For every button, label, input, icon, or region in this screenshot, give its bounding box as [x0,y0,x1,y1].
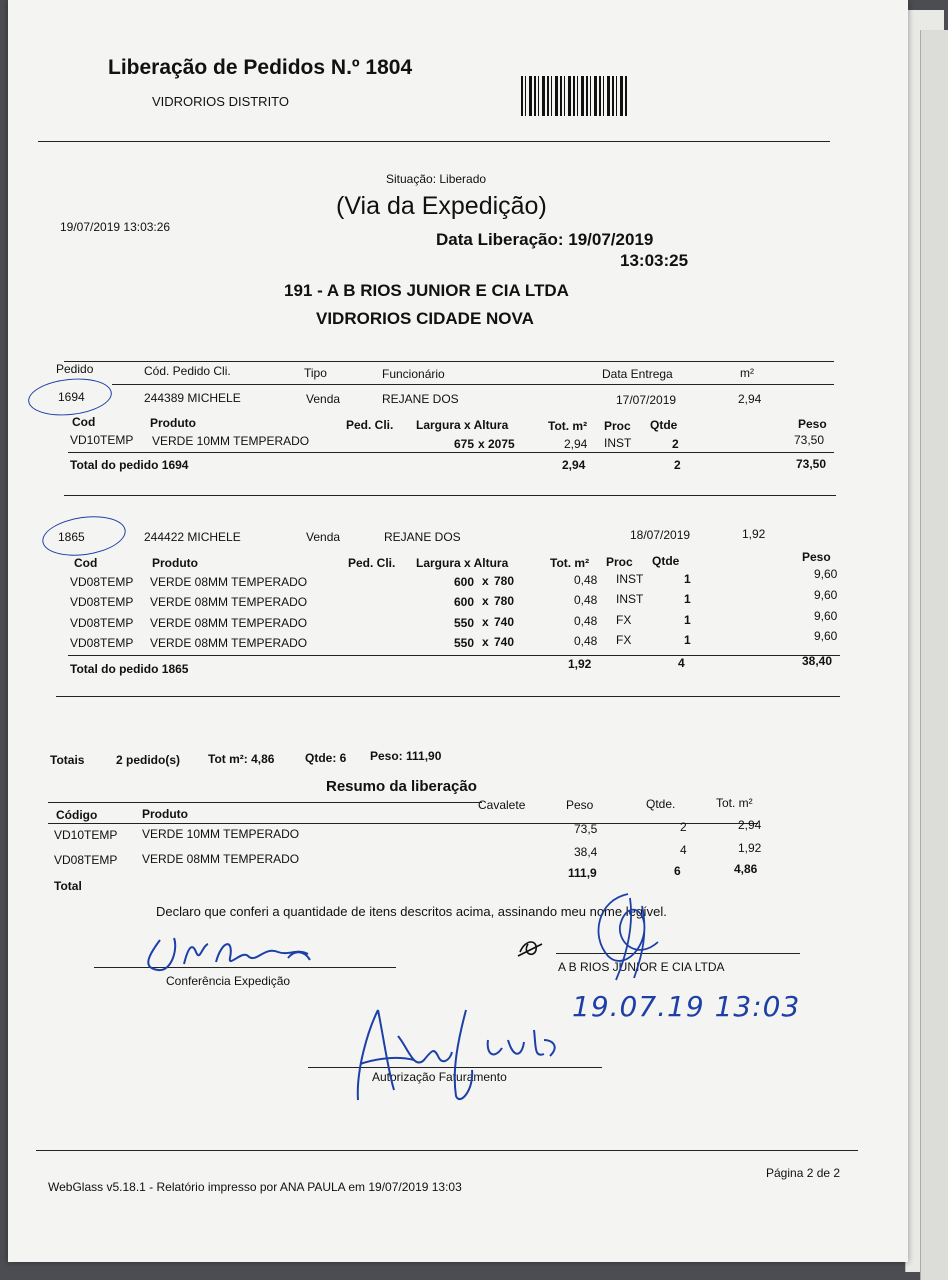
item-tot-m2: 0,48 [574,593,598,607]
order-cod-cli: 244422 MICHELE [144,530,241,544]
item-proc: FX [616,613,632,627]
printed-by: WebGlass v5.18.1 - Relatório impresso por ANA PAULA em 19/07/2019 13:03 [48,1180,462,1194]
barcode [521,76,629,116]
col-tipo: Tipo [304,366,327,380]
totals-peso: Peso: 111,90 [370,749,442,763]
resumo-total-peso: 111,9 [568,866,597,880]
item-produto: VERDE 10MM TEMPERADO [152,434,310,448]
resumo-produto: VERDE 08MM TEMPERADO [142,852,300,866]
order-data-entrega: 17/07/2019 [616,393,677,407]
item-largura: 675 [453,437,474,451]
col-funcionario: Funcionário [382,367,445,381]
situacao: Situação: Liberado [386,172,487,186]
item-cod: VD10TEMP [70,433,134,447]
resumo-peso: 73,5 [574,822,598,836]
item-cod: VD08TEMP [70,616,134,630]
company-sign-label: A B RIOS JUNIOR E CIA LTDA [558,960,725,974]
item-x: x [482,574,489,588]
resumo-codigo: VD08TEMP [54,853,118,867]
order-cod-cli: 244389 MICHELE [144,391,241,405]
resumo-produto: VERDE 10MM TEMPERADO [142,827,300,841]
order-funcionario: REJANE DOS [384,530,461,544]
item-altura: 740 [494,635,515,649]
order-total-peso: 73,50 [796,457,827,471]
item-col-produto: Produto [152,556,198,570]
item-produto: VERDE 08MM TEMPERADO [150,595,308,609]
item-x: x [482,635,489,649]
small-mark [516,936,546,958]
item-qtde: 1 [684,572,691,586]
item-col-largura-altura: Largura x Altura [416,556,509,570]
item-qtde: 1 [684,613,691,627]
item-altura: 780 [494,574,515,588]
data-liberacao: Data Liberação: 19/07/2019 [436,230,654,249]
item-cod: VD08TEMP [70,636,134,650]
item-proc: INST [616,592,644,606]
col-pedido: Pedido [56,362,94,376]
item-col-cod: Cod [72,415,96,429]
item-tot-m2: 0,48 [574,634,598,648]
item-col-proc: Proc [606,555,633,569]
order-m2: 1,92 [742,527,766,541]
resumo-peso: 38,4 [574,845,598,859]
item-proc: FX [616,633,632,647]
order-data-entrega: 18/07/2019 [630,528,691,542]
divider [64,495,836,496]
data-liberacao-time: 13:03:25 [620,251,689,270]
item-peso: 9,60 [814,567,838,581]
resumo-col-peso: Peso [566,798,594,812]
item-largura: 600 [453,575,474,589]
signature-company [568,886,678,986]
item-x: x [482,594,489,608]
item-peso: 9,60 [814,609,838,623]
col-m2: m² [740,366,754,380]
order-total-qtde: 4 [678,656,685,670]
document-sheet [8,0,908,1262]
item-col-peso: Peso [802,550,831,564]
item-col-ped-cli: Ped. Cli. [346,418,394,432]
divider [68,452,834,453]
divider [68,655,840,656]
resumo-col-codigo: Código [56,808,98,822]
item-col-proc: Proc [604,419,631,433]
item-qtde: 1 [684,633,691,647]
conferencia-label: Conferência Expedição [166,974,291,988]
item-largura: 550 [453,636,474,650]
divider [48,802,482,803]
item-col-tot-m2: Tot. m² [550,556,590,570]
col-data-entrega: Data Entrega [602,367,673,381]
page-number: Página 2 de 2 [766,1166,841,1180]
item-col-ped-cli: Ped. Cli. [348,556,396,570]
divider [38,141,830,142]
item-largura: 550 [453,616,474,630]
item-produto: VERDE 08MM TEMPERADO [150,636,308,650]
resumo-tot-m2: 2,94 [738,818,762,832]
client-name: 191 - A B RIOS JUNIOR E CIA LTDA [284,281,569,300]
item-col-qtde: Qtde [650,418,678,432]
divider [36,1150,858,1151]
item-tot-m2: 2,94 [564,437,588,451]
order-total-label: Total do pedido 1865 [70,662,189,676]
divider [112,384,834,385]
order-m2: 2,94 [738,392,762,406]
order-total-m2: 2,94 [562,458,586,472]
resumo-col-tot-m2: Tot. m² [716,796,753,810]
resumo-total-qtde: 6 [674,864,681,878]
item-produto: VERDE 08MM TEMPERADO [150,616,308,630]
declaration-text: Declaro que conferi a quantidade de itens descritos acima, assinando meu nome legível. [156,904,667,919]
signature-autorizacao [338,1000,568,1110]
item-proc: INST [616,572,644,586]
resumo-col-qtde: Qtde. [646,797,676,811]
order-pedido: 1865 [58,530,85,544]
item-col-qtde: Qtde [652,554,680,568]
order-total-qtde: 2 [674,458,681,472]
item-largura: 600 [453,595,474,609]
item-cod: VD08TEMP [70,575,134,589]
order-tipo: Venda [306,530,341,544]
item-tot-m2: 0,48 [574,573,598,587]
item-altura: 2075 [488,437,515,451]
item-col-cod: Cod [74,556,98,570]
resumo-codigo: VD10TEMP [54,828,118,842]
order-funcionario: REJANE DOS [382,392,459,406]
item-cod: VD08TEMP [70,595,134,609]
item-peso: 9,60 [814,588,838,602]
signature-conferencia [138,928,338,978]
totals-m2: Tot m²: 4,86 [208,752,275,766]
resumo-title: Resumo da liberação [326,778,477,795]
order-total-peso: 38,40 [802,654,833,668]
item-produto: VERDE 08MM TEMPERADO [150,575,308,589]
totals-label: Totais [50,753,85,767]
totals-pedidos: 2 pedido(s) [116,753,181,767]
resumo-qtde: 2 [680,820,687,834]
client-store: VIDRORIOS CIDADE NOVA [316,309,534,328]
item-tot-m2: 0,48 [574,614,598,628]
order-pedido: 1694 [58,390,85,404]
via-label: (Via da Expedição) [336,192,547,220]
totals-qtde: Qtde: 6 [305,751,347,765]
autorizacao-label: Autorização Faturamento [372,1070,507,1084]
company-name: VIDRORIOS DISTRITO [152,94,289,109]
divider [64,361,834,362]
divider [56,696,840,697]
handwritten-date: 19.07.19 13:03 [572,990,801,1023]
print-datetime: 19/07/2019 13:03:26 [60,220,171,234]
item-x: x [478,437,485,451]
item-altura: 780 [494,594,515,608]
report-title: Liberação de Pedidos N.º 1804 [108,56,413,79]
underlying-sheet-2 [920,30,948,1280]
item-col-produto: Produto [150,416,196,430]
item-col-peso: Peso [798,417,827,431]
resumo-col-cavalete: Cavalete [478,798,526,812]
item-peso: 9,60 [814,629,838,643]
item-x: x [482,615,489,629]
resumo-total-label: Total [54,879,82,893]
order-total-m2: 1,92 [568,657,592,671]
resumo-total-m2: 4,86 [734,862,758,876]
divider [48,823,758,824]
item-qtde: 1 [684,592,691,606]
order-tipo: Venda [306,392,341,406]
resumo-col-produto: Produto [142,807,188,821]
item-peso: 73,50 [794,433,825,447]
item-qtde: 2 [672,437,679,451]
item-proc: INST [604,436,632,450]
resumo-qtde: 4 [680,843,687,857]
col-cod-pedido-cli: Cód. Pedido Cli. [144,364,231,378]
item-col-largura-altura: Largura x Altura [416,418,509,432]
item-altura: 740 [494,615,515,629]
resumo-tot-m2: 1,92 [738,841,762,855]
item-col-tot-m2: Tot. m² [548,419,588,433]
order-total-label: Total do pedido 1694 [70,458,189,472]
